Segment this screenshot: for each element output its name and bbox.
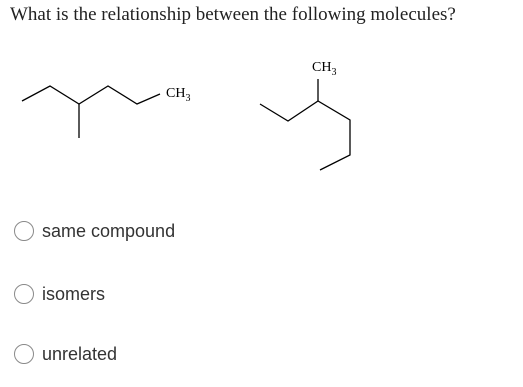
left-label-sub: 3 [185,93,191,104]
left-molecule [22,86,160,138]
option-same-compound[interactable] [14,219,175,243]
left-molecule-label [166,86,190,104]
right-label-main: CH [312,60,332,75]
radio-isomers[interactable] [14,284,34,304]
option-isomers[interactable] [14,282,105,306]
option-label-isomers: isomers [42,283,106,304]
radio-unrelated[interactable] [14,344,34,364]
radio-same-compound[interactable] [14,221,34,241]
option-unrelated[interactable] [14,342,117,366]
question-text: What is the relationship between the following molecules? [10,4,456,25]
right-molecule [260,79,350,170]
right-molecule-label [312,60,336,78]
right-label-sub: 3 [331,67,337,78]
option-label-unrelated: unrelated [42,343,118,364]
option-label-same-compound: same compound [42,220,176,241]
left-label-main: CH [166,86,186,101]
